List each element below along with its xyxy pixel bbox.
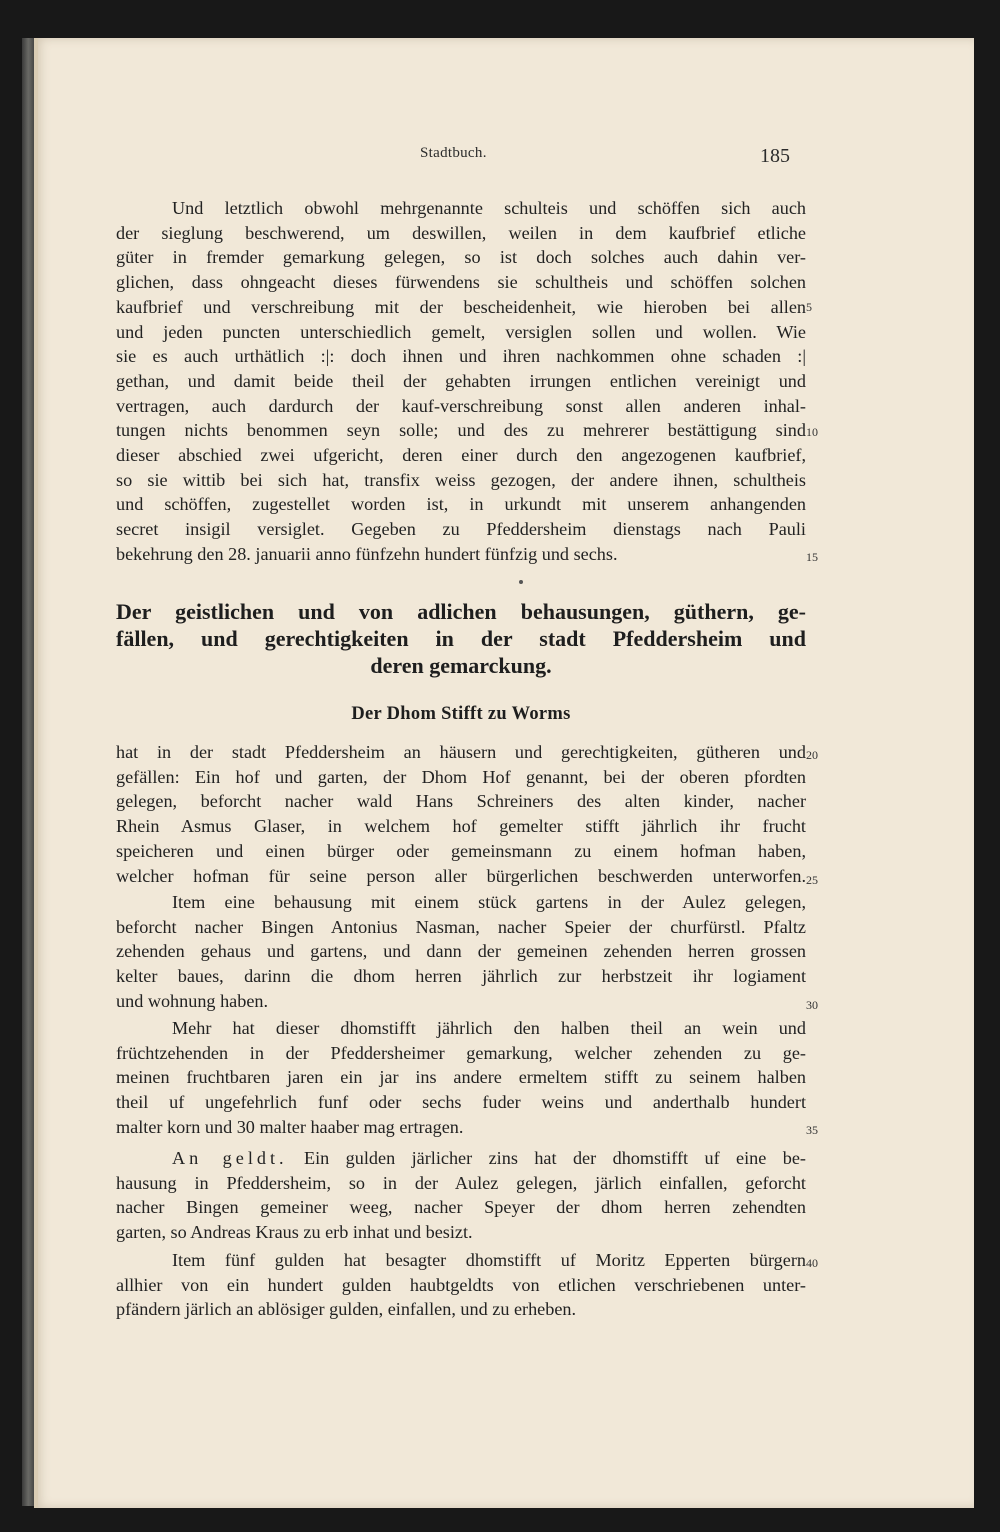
line-number: 15 (806, 550, 818, 564)
text-line: secret insigil versiglet. Gegeben zu Pfeddersheim dienstags nach Pauli (116, 519, 806, 540)
line-number: 10 (806, 425, 818, 439)
text-line: kelter baues, darinn die dhom herren jährlich zur herbstzeit ihr logiament (116, 966, 806, 987)
text-line: sie es auch urthätlich :|: doch ihnen und ihren nachkommen ohne schaden :| (116, 346, 806, 367)
section-title (116, 598, 806, 679)
text-line: vertragen, auch dardurch der kauf-verschreibung sonst allen anderen inhal- (116, 395, 806, 416)
text-line: Mehr hat dieser dhomstifft jährlich den halben theil an wein und (172, 1018, 806, 1038)
text-line: Und letztlich obwohl mehrgenannte schulteis und schöffen sich auch (172, 198, 806, 218)
intro-paragraph (116, 196, 806, 567)
text-line: und wohnung haben. (116, 990, 269, 1011)
text-line: gethan, und damit beide theil der gehabten irrungen entlichen vereinigt und (116, 370, 806, 391)
text-line: glichen, dass ohngeacht dieses fürwendens sie schultheis und schöffen solchen (116, 272, 806, 293)
paragraph-mehr (116, 1016, 806, 1140)
text-line: kaufbrief und verschreibung mit der bescheidenheit, wie hieroben bei allen (116, 296, 806, 317)
text-line: tungen nichts benommen seyn solle; und des zu mehrerer bestättigung sind (116, 420, 806, 441)
an-geldt-heading: An geldt. (172, 1148, 288, 1168)
text-line: meinen fruchtbaren jaren ein jar ins andere ermeltem stifft zu seinem halben (116, 1067, 806, 1088)
text-line: Item fünf gulden hat besagter dhomstifft uf Moritz Epperten bürgern (172, 1250, 806, 1270)
text-line: hausung in Pfeddersheim, so in der Aulez gelegen, järlich einfallen, geforcht (116, 1172, 806, 1193)
paragraph-item-fuenf (116, 1248, 806, 1322)
page-number: 185 (760, 145, 790, 167)
text-line: pfändern järlich an ablösiger gulden, einfallen, und zu erheben. (116, 1299, 577, 1320)
separator-dot (519, 580, 523, 584)
line-number: 40 (806, 1256, 818, 1270)
text-line: so sie wittib bei sich hat, transfix weiss gezogen, der andere ihnen, schultheis (116, 469, 806, 490)
text-line: allhier von ein hundert gulden haubtgeldts von etlichen verschriebenen unter- (116, 1274, 806, 1295)
section-title-line: fällen, und gerechtigkeiten in der stadt Pfeddersheim und (116, 626, 806, 651)
section-title-line: deren gemarckung. (370, 653, 552, 678)
text-line: der sieglung beschwerend, um deswillen, weilen in dem kaufbrief etliche (116, 222, 806, 243)
line-number: 20 (806, 748, 818, 762)
text-line: garten, so Andreas Kraus zu erb inhat und besizt. (116, 1222, 473, 1243)
line-number: 35 (806, 1123, 818, 1137)
text-line: dieser abschied zwei ufgericht, deren einer durch den angezogenen kaufbrief, (116, 445, 806, 466)
paragraph-dhom-hof (116, 740, 806, 888)
text-line: güter in fremder gemarkung gelegen, so ist doch solches auch dahin ver- (116, 247, 806, 268)
paragraph-behausung (116, 890, 806, 1014)
page-edge (34, 38, 38, 1508)
text-line: Item eine behausung mit einem stück gartens in der Aulez gelegen, (172, 892, 806, 912)
text-line (116, 1146, 806, 1171)
text-line: theil uf ungefehrlich funf oder sechs fuder weins und anderthalb hundert (116, 1092, 806, 1113)
text-line: Rhein Asmus Glaser, in welchem hof gemelter stifft jährlich ihr frucht (116, 816, 806, 837)
paragraph-an-geldt (116, 1146, 806, 1245)
text-line: speicheren und einen bürger oder gemeinsmann zu einem hofman haben, (116, 840, 806, 861)
page-header (0, 145, 1000, 175)
subsection-title: Der Dhom Stifft zu Worms (351, 704, 571, 724)
line-number: 5 (806, 300, 812, 314)
line-number: 25 (806, 873, 818, 887)
text-line: bekehrung den 28. januarii anno fünfzehn hundert fünfzig und sechs. (116, 543, 618, 564)
text-line: malter korn und 30 malter haaber mag ertragen. (116, 1116, 464, 1137)
text-line: gefällen: Ein hof und garten, der Dhom Hof genannt, bei der oberen pfordten (116, 766, 806, 787)
text-line: gelegen, beforcht nacher wald Hans Schreiners des alten kinder, nacher (116, 791, 806, 812)
text-line: beforcht nacher Bingen Antonius Nasman, nacher Speier der churfürstl. Pfaltz (116, 916, 806, 937)
text-line: welcher hofman für seine person aller bürgerlichen beschwerden unterworfen. (116, 865, 806, 886)
text-line: und schöffen, zugestellet worden ist, in urkundt mit unserem anhangenden (116, 494, 806, 515)
section-title-line: Der geistlichen und von adlichen behausungen, güthern, ge- (116, 599, 806, 624)
text-line: früchtzehenden in der Pfeddersheimer gemarkung, welcher zehenden zu ge- (116, 1042, 806, 1063)
text-line: nacher Bingen gemeiner weeg, nacher Speyer der dhom herren zehendten (116, 1197, 806, 1218)
running-title: Stadtbuch. (420, 145, 487, 161)
text-line: hat in der stadt Pfeddersheim an häusern und gerechtigkeiten, gütheren und (116, 742, 806, 762)
text-line-rest: Ein gulden järlicher zins hat der dhomstifft uf eine be- (304, 1148, 806, 1168)
text-line: zehenden gehaus und gartens, und dann der gemeinen zehenden herren grossen (116, 941, 806, 962)
text-line: und jeden puncten unterschiedlich gemelt, versiglen sollen und wollen. Wie (116, 321, 806, 342)
line-number: 30 (806, 998, 818, 1012)
